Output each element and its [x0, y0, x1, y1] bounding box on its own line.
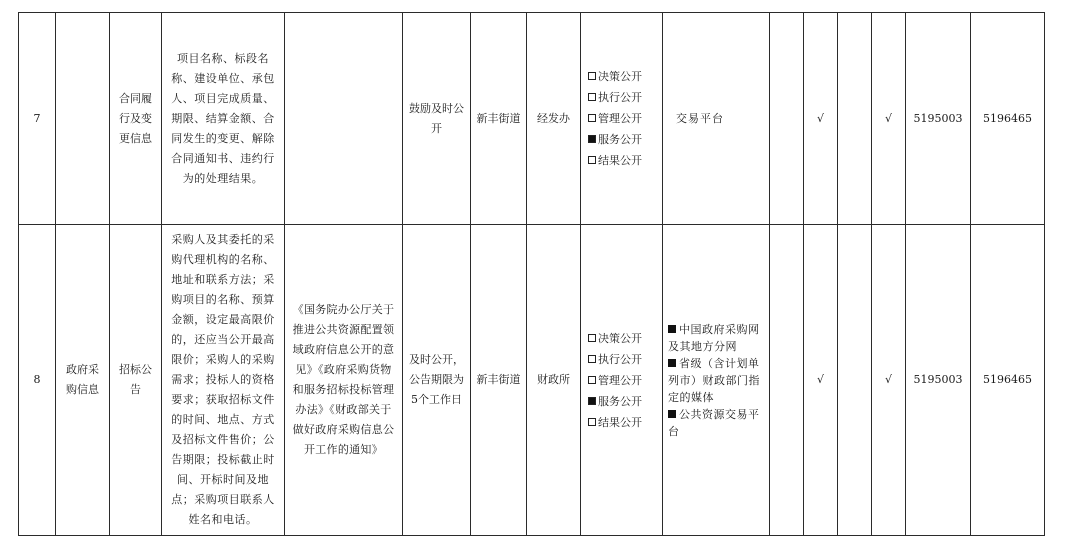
mark-cell	[838, 225, 872, 536]
channel-label: 中国政府采购网及其地方分网	[668, 322, 760, 353]
table-row	[19, 225, 1045, 536]
option-label: 管理公开	[598, 373, 642, 387]
subject-cell: 新丰街道	[471, 225, 527, 536]
option-item	[586, 370, 657, 391]
row-number: 8	[19, 225, 56, 536]
option-item	[586, 150, 657, 171]
mark-cell	[838, 13, 872, 225]
phone-2-cell: 5196465	[971, 225, 1045, 536]
basis-cell: 《国务院办公厅关于推进公共资源配置领域政府信息公开的意见》《政府采购货物和服务招标投标管理办法》《财政部关于做好政府采购信息公开工作的通知》	[285, 225, 403, 536]
option-label: 决策公开	[598, 70, 642, 83]
option-item	[586, 66, 657, 87]
checkbox-icon	[588, 72, 596, 80]
checkbox-icon	[588, 418, 596, 426]
checkbox-icon	[588, 114, 596, 122]
channel-item	[668, 406, 764, 440]
category-cell: 政府采购信息	[56, 225, 110, 536]
disclosure-options	[581, 225, 663, 536]
channel-item	[668, 355, 764, 406]
time-limit-cell: 鼓励及时公开	[403, 13, 471, 225]
dept-cell: 经发办	[527, 13, 581, 225]
subcategory-cell: 招标公告	[110, 225, 162, 536]
dept-cell: 财政所	[527, 225, 581, 536]
option-item	[586, 328, 657, 349]
mark-cell	[770, 13, 804, 225]
check-mark-b: √	[872, 225, 906, 536]
checked-box-icon	[588, 397, 596, 405]
option-item	[586, 87, 657, 108]
option-item	[586, 349, 657, 370]
checkbox-icon	[588, 93, 596, 101]
basis-cell	[285, 13, 403, 225]
option-item	[586, 412, 657, 433]
black-square-icon	[668, 325, 676, 333]
option-label: 执行公开	[598, 352, 642, 366]
checkbox-icon	[588, 376, 596, 384]
phone-1-cell: 5195003	[906, 13, 971, 225]
black-square-icon	[668, 410, 676, 418]
option-item	[586, 391, 657, 412]
option-label: 决策公开	[598, 331, 642, 345]
channel-label: 省级（含计划单列市）财政部门指定的媒体	[668, 356, 760, 404]
checkbox-icon	[588, 156, 596, 164]
check-mark-a: √	[804, 13, 838, 225]
check-mark-a: √	[804, 225, 838, 536]
option-label: 服务公开	[598, 133, 642, 146]
option-label: 结果公开	[598, 154, 642, 167]
checked-box-icon	[588, 135, 596, 143]
option-item	[586, 129, 657, 150]
table-row	[19, 13, 1045, 225]
phone-2-cell: 5196465	[971, 13, 1045, 225]
channel-item	[668, 321, 764, 355]
option-label: 管理公开	[598, 112, 642, 125]
channel-tail: 交易平台	[676, 112, 724, 125]
category-cell	[56, 13, 110, 225]
option-item	[586, 108, 657, 129]
channel-cell	[663, 225, 770, 536]
channel-cell	[663, 13, 770, 225]
content-cell: 项目名称、标段名称、建设单位、承包人、项目完成质量、期限、结算金额、合同发生的变更、解除合同通知书、违约行为的处理结果。	[162, 13, 285, 225]
time-limit-cell: 及时公开，公告期限为5个工作日	[403, 225, 471, 536]
option-label: 服务公开	[598, 394, 642, 408]
option-label: 结果公开	[598, 415, 642, 429]
content-cell: 采购人及其委托的采购代理机构的名称、地址和联系方法；采购项目的名称、预算金额，设定最高限价的，还应当公开最高限价；采购人的采购需求；投标人的资格要求；获取招标文件的时间、地点、方式及招标文件售价；公告期限；投标截止时间、开标时间及地点；采购项目联系人姓名和电话。	[162, 225, 285, 536]
disclosure-table	[18, 12, 1045, 536]
mark-cell	[770, 225, 804, 536]
row-number: 7	[19, 13, 56, 225]
disclosure-options	[581, 13, 663, 225]
phone-1-cell: 5195003	[906, 225, 971, 536]
channel-label: 公共资源交易平台	[668, 407, 760, 438]
checkbox-icon	[588, 334, 596, 342]
check-mark-b: √	[872, 13, 906, 225]
subject-cell: 新丰街道	[471, 13, 527, 225]
subcategory-cell: 合同履行及变更信息	[110, 13, 162, 225]
checkbox-icon	[588, 355, 596, 363]
option-label: 执行公开	[598, 91, 642, 104]
black-square-icon	[668, 359, 676, 367]
